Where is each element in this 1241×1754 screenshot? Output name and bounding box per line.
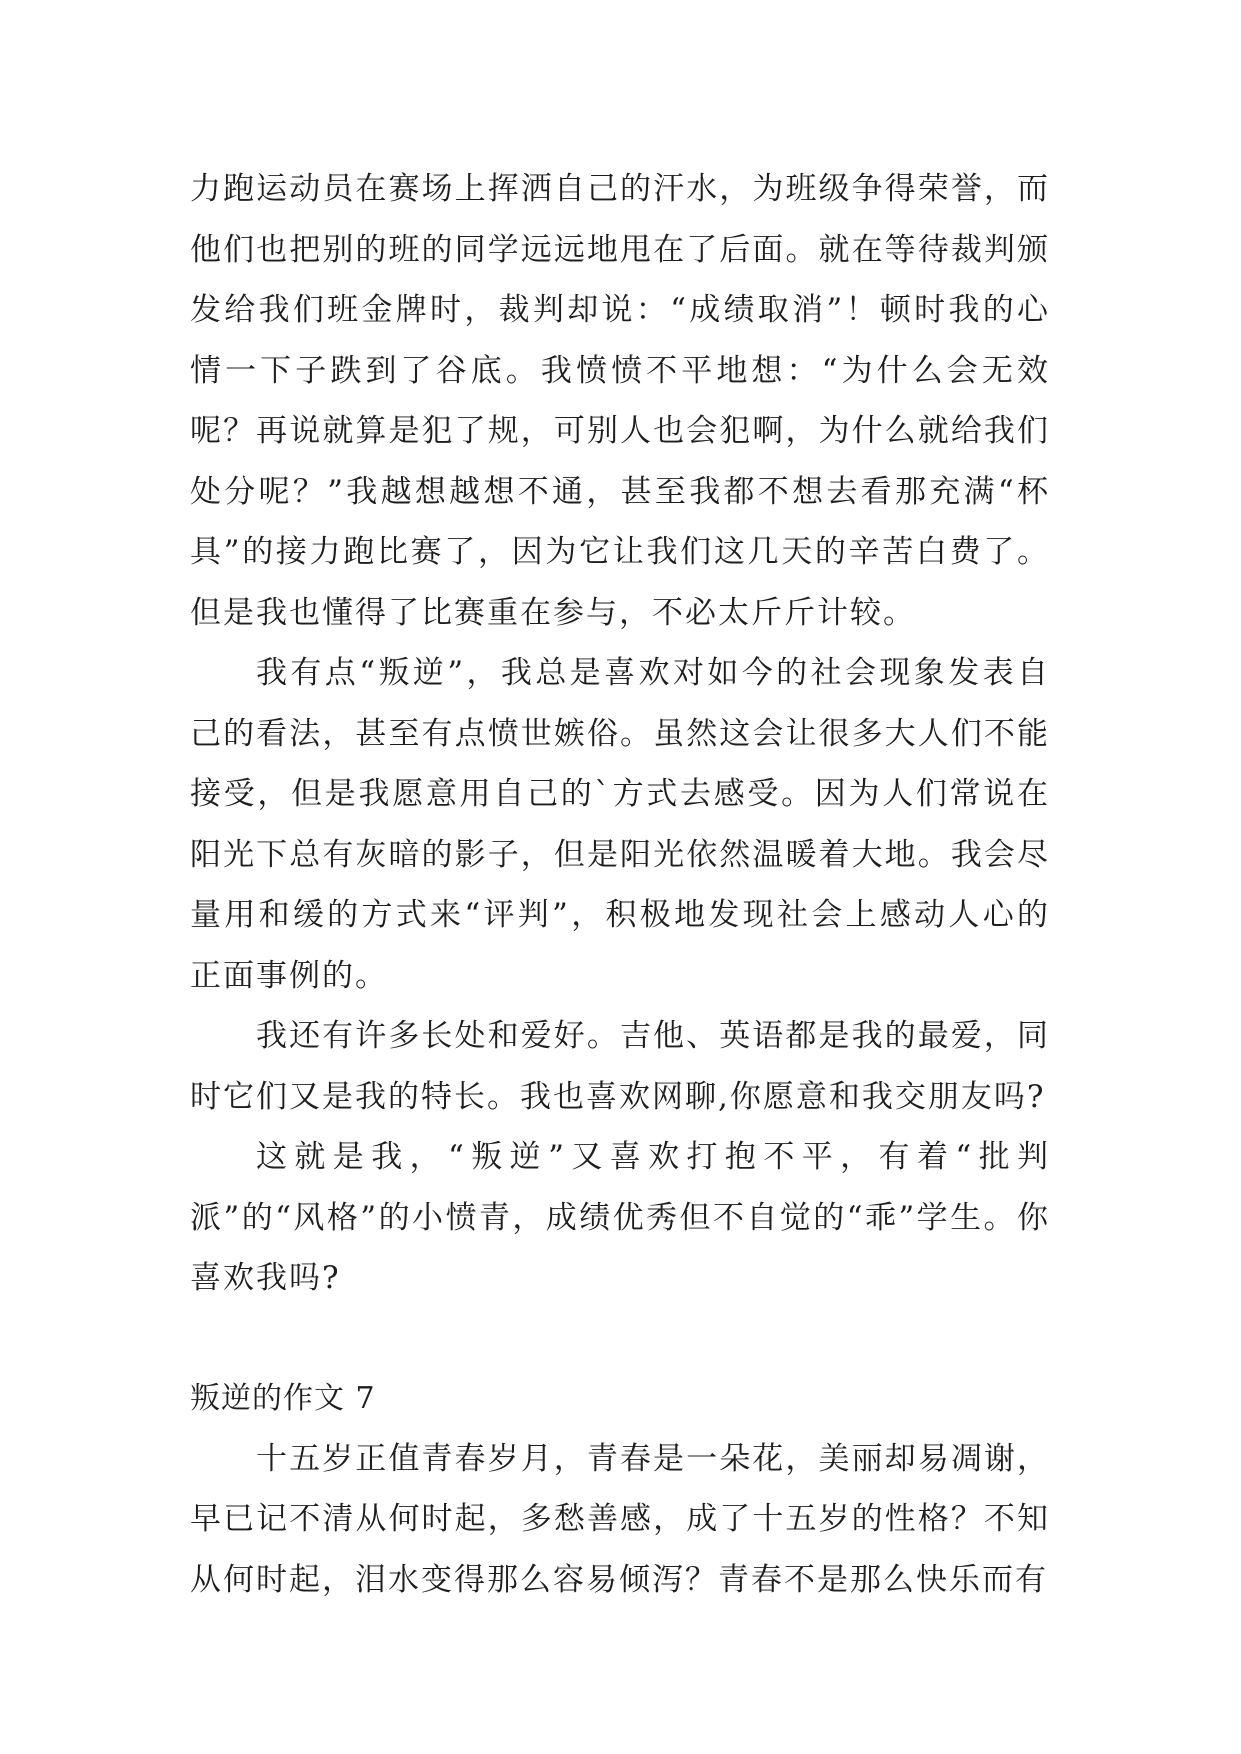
paragraph-hobbies: 我还有许多长处和爱好。吉他、英语都是我的最爱，同时它们又是我的特长。我也喜欢网聊,你愿意和我交朋友吗? <box>190 1018 1050 1115</box>
section-heading: 叛逆的作文 7 <box>190 1380 376 1416</box>
paragraph-relay-race: 力跑运动员在赛场上挥洒自己的汗水，为班级争得荣誉，而他们也把别的班的同学远远地甩在了后面。就在等待裁判颁发给我们班金牌时，裁判却说：“成绩取消”！顿时我的心情一下子跌到了谷底。我愤愤不平地想：“为什么会无效呢？再说就算是犯了规，可别人也会犯啊，为什么就给我们处分呢？”我越想越想不通，甚至我都不想去看那充满“杯具”的接力跑比赛了，因为它让我们这几天的辛苦白费了。但是我也懂得了比赛重在参与，不必太斤斤计较。 <box>190 171 1050 631</box>
paragraph-fifteen-years: 十五岁正值青春岁月，青春是一朵花，美丽却易凋谢，早已记不清从何时起，多愁善感，成了十五岁的性格？不知从何时起，泪水变得那么容易倾泻？青春不是那么快乐而有 <box>190 1440 1050 1598</box>
section-spacer <box>190 1309 1050 1369</box>
paragraph-conclusion: 这就是我，“叛逆”又喜欢打抱不平，有着“批判派”的“风格”的小愤青，成绩优秀但不自觉的“乖”学生。你喜欢我吗? <box>190 1139 1050 1296</box>
document-body <box>190 159 1050 1610</box>
paragraph-rebellious-views: 我有点“叛逆”，我总是喜欢对如今的社会现象发表自己的看法，甚至有点愤世嫉俗。虽然这会让很多大人们不能接受，但是我愿意用自己的`方式去感受。因为人们常说在阳光下总有灰暗的影子，但是阳光依然温暖着大地。我会尽量用和缓的方式来“评判”，积极地发现社会上感动人心的正面事例的。 <box>190 655 1050 994</box>
